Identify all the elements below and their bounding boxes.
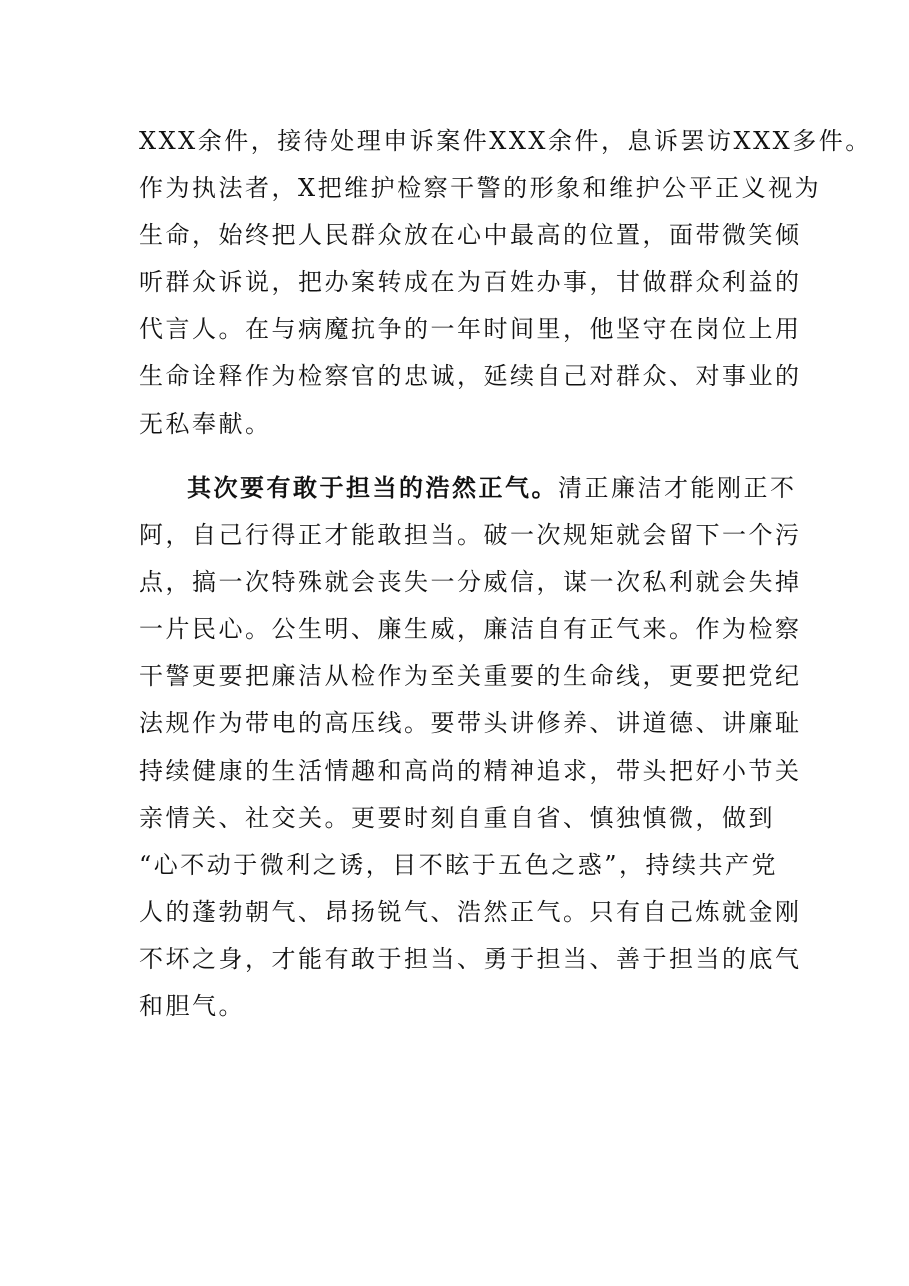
paragraph-line: 听群众诉说，把办案转成在为百姓办事，甘做群众利益的 (139, 268, 802, 297)
paragraph-line: 作为执法者，X把维护检察干警的形象和维护公平正义视为 (139, 174, 822, 203)
paragraph-line: “心不动于微利之诱，目不眩于五色之惑”，持续共产党 (139, 850, 779, 879)
paragraph-first-line (139, 465, 797, 512)
paragraph-line: 法规作为带电的高压线。要带头讲修养、讲道德、讲廉耻 (139, 709, 802, 738)
paragraph-line: 代言人。在与病魔抗争的一年时间里，他坚守在岗位上用 (139, 315, 802, 344)
paragraph-line: 人的蓬勃朝气、昂扬锐气、浩然正气。只有自己炼就金刚 (139, 897, 802, 926)
paragraph-line: 一片民心。公生明、廉生威，廉洁自有正气来。作为检察 (139, 615, 802, 644)
paragraph-first-line-text: 清正廉洁才能刚正不 (558, 474, 797, 502)
paragraph-line: 无私奉献。 (139, 409, 272, 438)
paragraph-line: 不坏之身，才能有敢于担当、勇于担当、善于担当的底气 (139, 944, 802, 973)
paragraph-line: 亲情关、社交关。更要时刻自重自省、慎独慎微，做到 (139, 803, 775, 832)
paragraph-line: 阿，自己行得正才能敢担当。破一次规矩就会留下一个污 (139, 521, 802, 550)
section-heading: 其次要有敢于担当的浩然正气。 (187, 474, 558, 502)
paragraph-1 (139, 118, 872, 448)
paragraph-line: 生命诠释作为检察官的忠诚，延续自己对群众、对事业的 (139, 362, 802, 391)
paragraph-2 (139, 465, 802, 1030)
paragraph-line: XXX余件，接待处理申诉案件XXX余件，息诉罢访XXX多件。 (139, 127, 872, 155)
paragraph-line: 干警更要把廉洁从检作为至关重要的生命线，更要把党纪 (139, 662, 802, 691)
paragraph-line: 持续健康的生活情趣和高尚的精神追求，带头把好小节关 (139, 756, 802, 785)
paragraph-line: 和胆气。 (139, 992, 245, 1021)
paragraph-line: 生命，始终把人民群众放在心中最高的位置，面带微笑倾 (139, 221, 802, 250)
paragraph-line: 点，搞一次特殊就会丧失一分威信，谋一次私利就会失掉 (139, 568, 802, 597)
